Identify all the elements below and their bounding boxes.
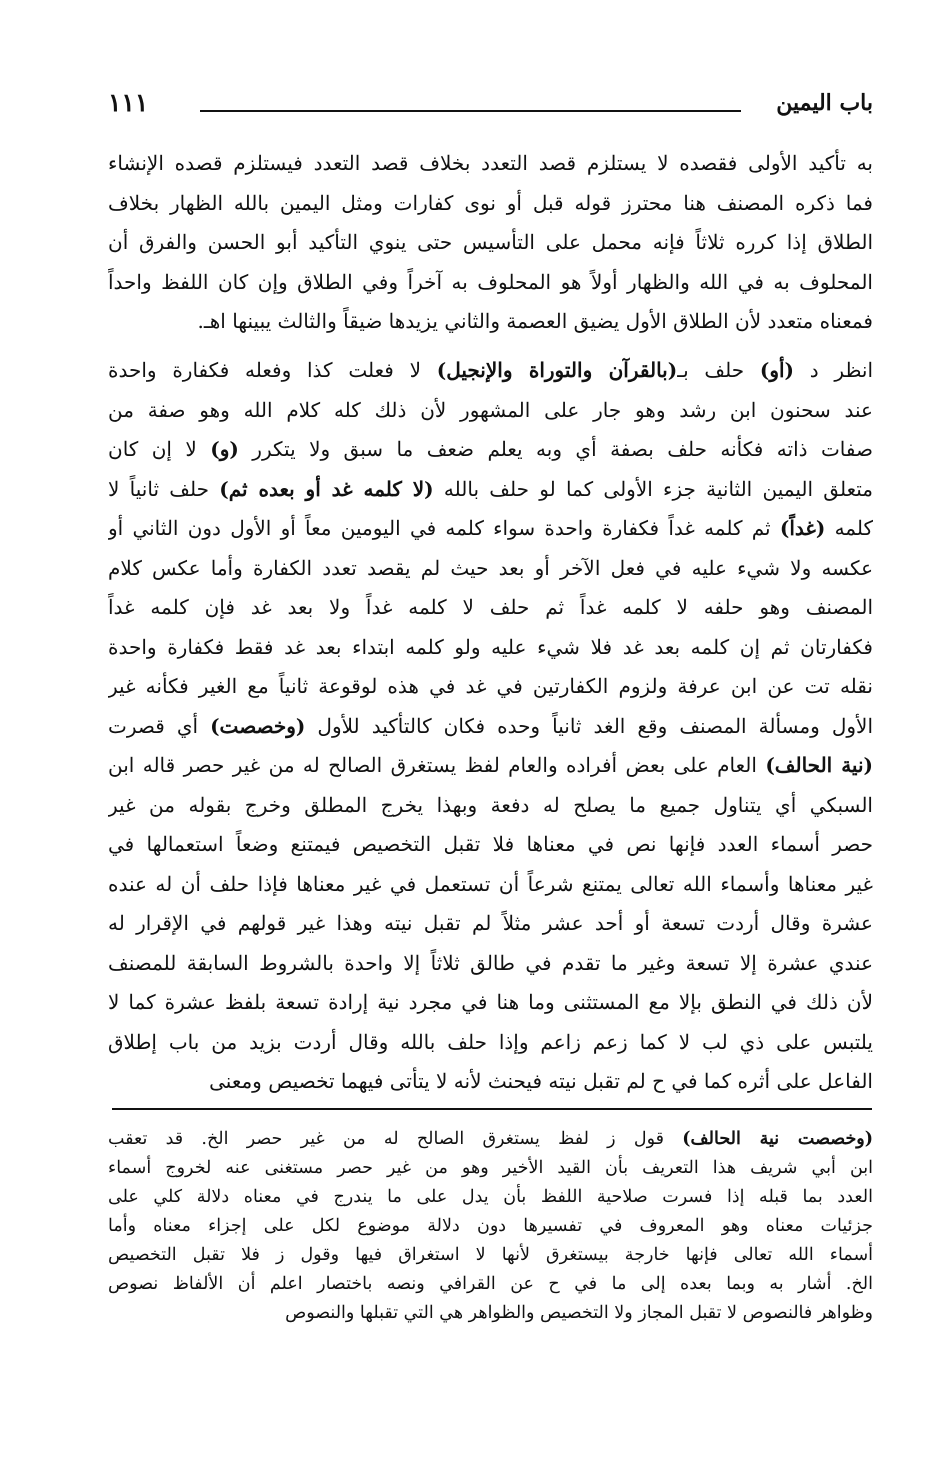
text-segment: صفات ذاته فكأنه حلف بصفة أي وبه يعلم ضعف ما سبق ولا يتكرر [238,437,873,461]
bold-term: (وخصصت) [210,713,306,738]
text-line [108,1212,873,1241]
text-segment: فكفارتان ثم إن كلمه بعد غد فلا شيء عليه ولو كلمه ابتداء بعد غد فقط فكفارة واحدة [108,634,873,659]
text-line: الطلاق إذا كرره ثلاثاً فإنه محمل على التأسيس حتى ينوي التأكيد أبو الحسن والفرق أن [108,230,873,254]
text-segment: ثم كلمه غداً فكفارة واحدة سواء كلمه في اليومين معاً أو الأول دون الثاني أو [108,516,780,540]
text-line [108,1241,873,1270]
main-text-paragraph-2 [108,351,873,1102]
bold-term: (غداً) [779,516,826,540]
text-segment: حلف ثانياً لا [108,476,220,501]
bold-term: (وخصصت نية الحالف) [682,1129,873,1149]
text-line [108,1062,873,1102]
text-segment: متعلق اليمين الثانية جزء الأولى كما لو حلف بالله [433,476,873,501]
text-line: به تأكيد الأولى فقصده لا يستلزم قصد التعدد بخلاف قصد التعدد فيستلزم قصده الإنشاء [108,151,873,175]
text-line [108,509,873,549]
text-line [108,1125,873,1154]
text-segment: يلتبس على ذي لب لا كما زعم زاعم وإذا حلف بالله وقال أردت بزيد من باب إطلاق [108,1029,873,1054]
chapter-title: باب اليمين [776,90,873,116]
text-segment: العام على بعض أفراده والعام لفظ يستغرق الصالح له من غير حصر قاله ابن [108,753,766,777]
text-segment: ابن أبي شريف هذا التعريف بأن القيد الأخير وهو من غير حصر مستغنى عنه لخروج أسماء [108,1158,873,1178]
text-segment: الخ. أشار به وبما بعده إلى ما في ح عن القرافي ونصه باختصار اعلم أن الألفاظ نصوص [108,1274,873,1294]
text-line [108,707,873,747]
bold-term: (بالقرآن والتوراة والإنجيل) [436,358,678,382]
text-line [108,430,873,470]
header-rule [200,110,741,112]
text-segment: انظر د [794,358,873,382]
text-line: فمعناه متعدد لأن الطلاق الأول يضيق العصمة والثاني يزيدها ضيقاً والثالث يبينها اهـ. [197,309,873,333]
text-segment: نقله تت عن ابن عرفة ولزوم الكفارتين في غد في هذه لوقوعة ثانياً مع الغير فكأنه غير [108,674,873,698]
text-line [108,351,873,391]
text-line [108,1270,873,1299]
text-segment: السبكي أي يتناول جميع ما يصلح له دفعة وبهذا يخرج المطلق وخرج بقوله من غير [108,792,873,817]
text-line [108,1183,873,1212]
text-segment: الأول ومسألة المصنف وقع الغد ثانياً وحده فكان كالتأكيد للأول [305,713,873,738]
text-segment: لا إن كان [108,437,211,461]
text-segment: أي قصرت [108,713,211,738]
main-text-paragraph-1 [108,144,873,342]
text-segment: المصنف وهو حلفه لا كلمه غداً ثم حلف لا كلمه غداً ولا بعد غد فإن كلمه غداً [108,595,873,619]
bold-term: (أو) [759,358,794,382]
bold-term: (نية الحالف) [765,753,873,777]
running-header [108,88,873,124]
text-line [108,1154,873,1183]
text-line [108,865,873,905]
text-line [108,825,873,865]
text-segment: قول ز لفظ يستغرق الصالح له من غير حصر الخ. قد تعقب [108,1129,683,1149]
text-segment: عشرة وقال أردت تسعة أو أحد عشر مثلاً لم تقبل نيته وهذا غير قولهم في الإقرار له [108,911,873,935]
text-line: فما ذكره المصنف هنا محترز قوله قبل أو نوى كفارات ومثل اليمين بالله الظهار بخلاف [108,190,873,215]
text-line [108,1023,873,1063]
bold-term: (لا كلمه غد أو بعده ثم) [219,476,434,501]
text-segment: وظواهر فالنصوص لا تقبل المجاز ولا التخصيص والظواهر هي التي تقبلها والنصوص [285,1303,873,1323]
text-line [108,904,873,944]
text-line [108,667,873,707]
text-segment: كلمه [825,516,873,540]
text-segment: أسماء الله تعالى فإنها خارجة بيستغرق لأنها لا استغراق فيها وقول ز فلا تقبل التخصيص [108,1245,873,1265]
text-line [108,549,873,589]
text-segment: عند سحنون ابن رشد وهو جار على المشهور لأن ذلك كله كلام الله وهو صفة من [108,397,873,422]
text-segment: حصر أسماء العدد فإنها نص في معناها فلا تقبل التخصيص فيمتنع وضعاً استعمالها في [108,832,873,856]
text-segment: جزئيات معناه وهو المعروف في تفسيرها دون دلالة موضوع لكل على إجزاء معناه وأما [108,1216,873,1236]
footnote-block [108,1125,873,1328]
text-segment: الفاعل على أثره كما في ح لم تقبل نيته فيحنث لأنه لا يتأتى فيهما تخصيص ومعنى [209,1069,873,1093]
text-line: المحلوف به في الله والظهار أولاً هو المحلوف به آخراً وفي الطلاق وإن كان اللفظ واحداً [108,269,873,294]
text-line [108,470,873,510]
text-segment: عكسه ولا شيء عليه في فعل الآخر أو بعد حيث لم يقصد تعدد الكفارة وأما عكس كلام [108,555,873,580]
text-segment: لا فعلت كذا وفعله فكفارة واحدة [108,358,437,382]
text-segment: عندي عشرة إلا تسعة وغير ما تقدم في طالق ثلاثاً إلا واحدة بالشروط السابقة للمصنف [108,950,873,975]
footnote-separator [112,1108,872,1110]
text-line [108,746,873,786]
text-segment: لأن ذلك في النطق بإلا مع المستثنى وما هنا في مجرد نية إرادة تسعة بلفظ عشرة كما لا [108,990,873,1014]
text-segment: حلف بـ [677,358,760,382]
text-line [108,628,873,668]
text-segment: العدد بما قبله إذا فسرت صلاحية اللفظ بأن يدل على ما يندرج في معناه دلالة كلي على [108,1187,873,1207]
text-line [108,1299,873,1328]
text-line [108,983,873,1023]
text-line [108,944,873,984]
text-segment: غير معناها وأسماء الله تعالى يمتنع شرعاً أن تستعمل في غير معناها فإذا حلف أن له عنده [108,871,873,896]
text-line [108,588,873,628]
text-line [108,391,873,431]
page-number: ١١١ [108,88,149,117]
text-line [108,786,873,826]
bold-term: (و) [210,437,239,461]
